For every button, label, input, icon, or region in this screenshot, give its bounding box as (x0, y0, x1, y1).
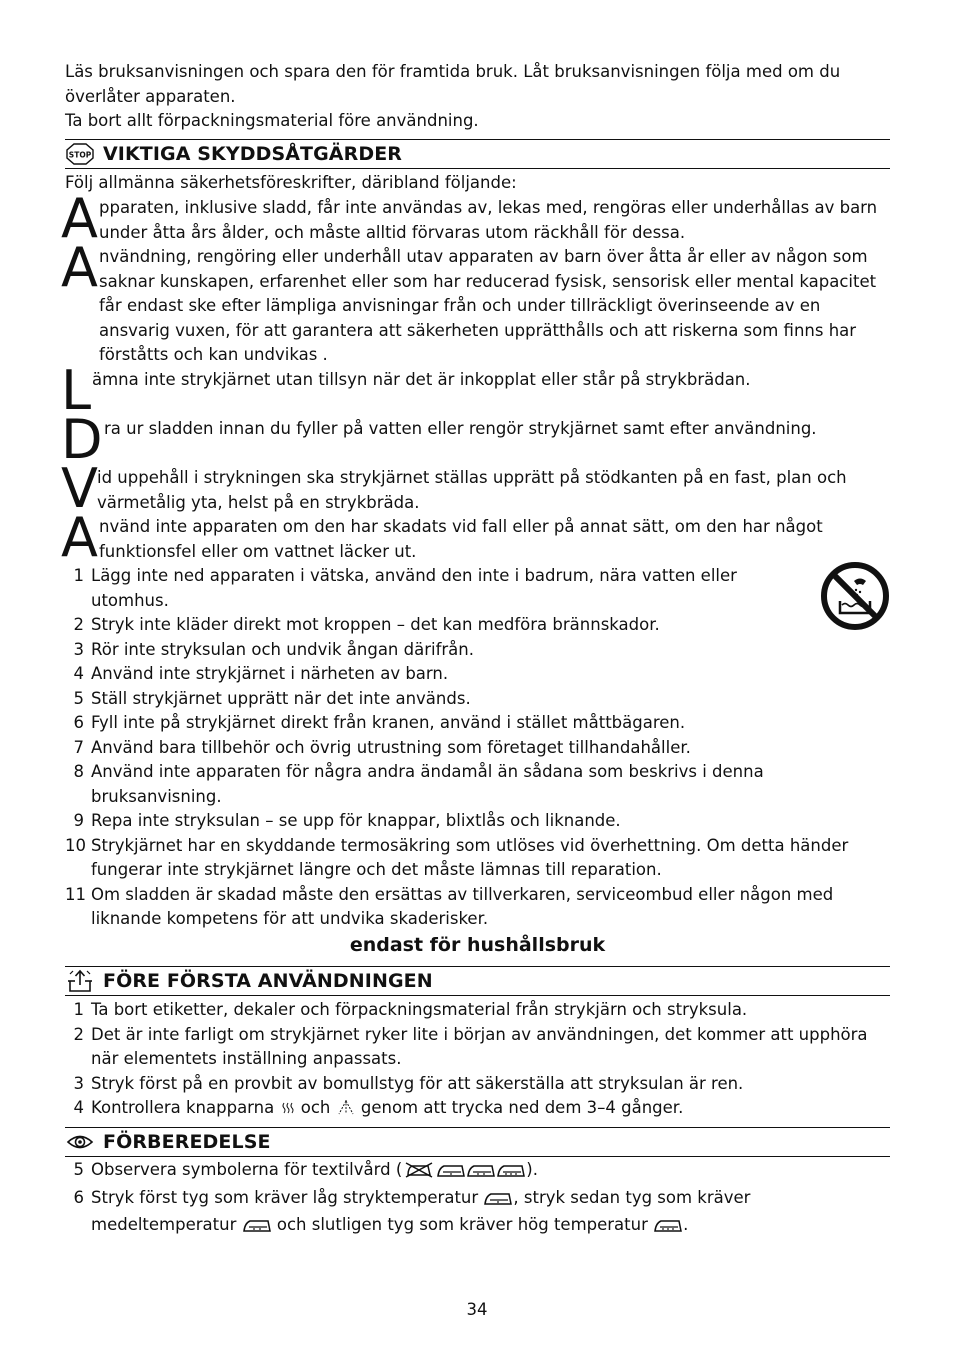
item-text-pre: Stryk först tyg som kräver låg stryktemperatur (91, 1187, 479, 1207)
safety-header (65, 139, 890, 169)
steam-button-icon (280, 1099, 296, 1124)
item-number: 2 (73, 1024, 84, 1044)
iron-low-temp-icon (483, 1189, 513, 1214)
item-number: 9 (73, 811, 84, 830)
prep-list (65, 1158, 890, 1241)
item-number: 4 (73, 1098, 84, 1117)
list-item (65, 1158, 890, 1186)
item-text-pre: Kontrollera knapparna (91, 1098, 275, 1117)
item-number: 4 (73, 664, 84, 683)
list-item (65, 564, 765, 613)
item-text: Det är inte farligt om strykjärnet ryker lite i början av användningen, det kommer att upphöra när elementets inställning anpassats. (91, 1024, 868, 1068)
dropcap-letter: A (61, 236, 98, 299)
dropcap-letter: A (61, 187, 98, 250)
list-item (65, 638, 890, 663)
list-item (65, 1186, 890, 1241)
item-text: Använd inte apparaten för några andra ändamål än sådana som beskrivs i denna bruksanvisning. (91, 762, 764, 806)
stop-icon (65, 142, 95, 166)
item-number: 10 (65, 835, 86, 855)
list-item (65, 662, 890, 687)
item-text: Rör inte stryksulan och undvik ångan därifrån. (91, 639, 474, 659)
item-number: 2 (73, 615, 84, 634)
item-text-mid: och (300, 1098, 331, 1117)
item-text: Använd inte strykjärnet i närheten av barn. (91, 664, 449, 683)
item-text-post: genom att trycka ned dem 3–4 gånger. (360, 1098, 684, 1117)
svg-text:STOP: STOP (68, 150, 92, 160)
dropcap-text: ämna inte strykjärnet utan tillsyn när det är inkopplat eller står på strykbrädan. (92, 370, 751, 389)
item-text: Om sladden är skadad måste den ersättas av tillverkaren, serviceombud eller någon med liknande kompetens för att undvika skaderisker. (91, 884, 834, 928)
dropcap-text-body: nvändning, rengöring eller underhåll utav apparaten av barn över åtta år eller av någon som saknar kunskapen, erfarenhet eller som har reducerad fysisk, sensorisk eller mental kapacitet får endast ske efter lämpliga anvisningar från och under tillräckligt överinseende av en ansvarig vuxen, för att garantera att säkerheten upprätthålls och att riskerna som finns har förståtts och kan undvikas . (99, 247, 877, 364)
item-text: Lägg inte ned apparaten i vätska, använd den inte i badrum, nära vatten eller utomhus. (91, 566, 737, 610)
dropcap-letter: L (61, 359, 92, 422)
household-use-note: endast för hushållsbruk (349, 934, 606, 956)
item-number: 11 (65, 884, 86, 904)
item-text: Stryk först på en provbit av bomullstyg för att säkerställa att stryksulan är ren. (91, 1073, 744, 1093)
item-text: Ta bort etiketter, dekaler och förpackningsmaterial från strykjärn och stryksula. (91, 1000, 748, 1019)
item-text: Stryk inte kläder direkt mot kroppen – det kan medföra brännskador. (91, 615, 660, 634)
dropcap-paragraph (61, 359, 890, 422)
dropcap-paragraph (61, 408, 890, 471)
iron-high-temp-icon (653, 1216, 683, 1241)
item-text-mid2: och slutligen tyg som kräver hög temperatur (276, 1215, 648, 1234)
item-number: 6 (73, 713, 84, 732)
list-item (65, 998, 890, 1023)
eye-icon (65, 1130, 95, 1154)
item-text: Repa inte stryksulan – se upp för knappar, blixtlås och liknande. (91, 811, 621, 830)
unpack-icon (65, 969, 95, 993)
item-text: Fyll inte på strykjärnet direkt från kranen, använd i stället måttbägaren. (91, 713, 686, 732)
list-item (65, 711, 890, 736)
list-item (65, 760, 811, 809)
item-number: 3 (73, 1073, 84, 1093)
spray-button-icon (336, 1098, 356, 1124)
list-item (65, 809, 890, 834)
first-use-title: FÖRE FÖRSTA ANVÄNDNINGEN (103, 970, 433, 992)
page-number: 34 (466, 1300, 488, 1319)
item-number: 8 (73, 762, 84, 781)
item-text-pre: Observera symbolerna för textilvård ( (91, 1160, 403, 1179)
list-item (65, 736, 890, 761)
iron-medium-temp-icon (466, 1161, 496, 1186)
item-number: 1 (73, 566, 84, 585)
safety-list-b (65, 613, 890, 932)
dropcap-paragraph (61, 506, 890, 569)
dropcap-letter: D (61, 408, 103, 471)
dropcap-letter: V (61, 457, 98, 520)
iron-medium-temp-icon (242, 1216, 272, 1241)
item-number: 7 (73, 737, 84, 757)
safety-title: VIKTIGA SKYDDSÅTGÄRDER (103, 143, 403, 165)
item-number: 1 (73, 1000, 84, 1019)
item-number: 5 (73, 1160, 84, 1179)
dropcap-paragraph (61, 236, 890, 368)
item-number: 6 (73, 1187, 84, 1207)
list-item (65, 1023, 890, 1072)
item-text: Använd bara tillbehör och övrig utrustning som företaget tillhandahåller. (91, 737, 691, 757)
item-text-post: ). (526, 1160, 538, 1179)
item-text: Ställ strykjärnet upprätt när det inte används. (91, 688, 471, 708)
intro-line-1: Läs bruksanvisningen och spara den för framtida bruk. Låt bruksanvisningen följa med om du överlåter apparaten. (65, 62, 841, 106)
intro-line-2: Ta bort allt förpackningsmaterial före användning. (65, 111, 479, 130)
no-iron-icon (402, 1161, 436, 1186)
item-number: 3 (73, 639, 84, 659)
first-use-header (65, 966, 890, 996)
prep-title: FÖRBEREDELSE (103, 1131, 271, 1153)
iron-high-temp-icon (496, 1161, 526, 1186)
dropcap-text (65, 245, 890, 368)
safety-lead: Följ allmänna säkerhetsföreskrifter, däribland följande: (65, 173, 517, 192)
dropcap-paragraph (61, 187, 890, 250)
safety-list-a (65, 564, 765, 613)
prep-header (65, 1127, 890, 1157)
list-item (65, 1096, 890, 1124)
first-use-list (65, 998, 890, 1124)
dropcap-text: pparaten, inklusive sladd, får inte användas av, lekas med, rengöras eller underhållas av barn under åtta års ålder, och måste alltid förvaras utom räckhåll för dessa. (99, 198, 878, 242)
iron-low-temp-icon (436, 1161, 466, 1186)
item-number: 5 (73, 688, 84, 708)
intro-text (65, 60, 890, 134)
item-text-mid1: , stryk sedan tyg som kräver medeltemperatur (91, 1187, 751, 1234)
list-item (65, 883, 890, 932)
item-text: Strykjärnet har en skyddande termosäkring som utlöses vid överhettning. Om detta händer fungerar inte strykjärnet längre och det måste lämnas till reparation. (91, 835, 849, 879)
dropcap-text: id uppehåll i strykningen ska strykjärnet ställas upprätt på stödkanten på en fast, plan och värmetålig yta, helst på en strykbräda. (97, 468, 847, 512)
list-item (65, 1072, 890, 1097)
dropcap-text: ra ur sladden innan du fyller på vatten eller rengör strykjärnet samt efter användning. (104, 419, 817, 438)
list-item (65, 613, 890, 638)
dropcap-text: nvänd inte apparaten om den har skadats vid fall eller på annat sätt, om den har något funktionsfel eller om vattnet läcker ut. (99, 517, 823, 561)
dropcap-paragraph (61, 457, 890, 520)
dropcap-letter: A (61, 506, 98, 569)
item-text-post: . (683, 1215, 689, 1234)
list-item (65, 834, 890, 883)
list-item (65, 687, 890, 712)
